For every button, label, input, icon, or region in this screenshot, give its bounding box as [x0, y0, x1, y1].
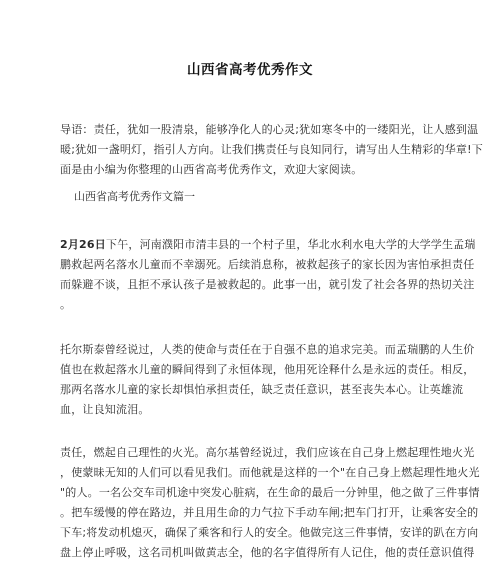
paragraph-line: 鹏救起两名落水儿童而不幸溺死。后续消息称，被救起孩子的家长因为害怕承担责任 [60, 258, 475, 271]
paragraph-line: 托尔斯泰曾经说过，人类的使命与责任在于自强不息的追求完美。而孟瑞鹏的人生价 [60, 343, 475, 356]
page-title: 山西省高考优秀作文 [187, 62, 313, 78]
paragraph-2 [60, 340, 475, 420]
paragraph-text: 下午，河南濮阳市清丰县的一个村子里，华北水利水电大学的大学学生孟瑞 [105, 238, 476, 251]
paragraph-line: 。 [60, 298, 72, 311]
paragraph-1 [60, 235, 476, 315]
paragraph-line: ，使蒙昧无知的人们可以看见我们。而他就是这样的一个"在自己身上燃起理性地火光 [60, 466, 480, 479]
paragraph-line: 值也在救起落水儿童的瞬间得到了永恒体现，他用死诠释什么是永远的责任。相反， [60, 363, 475, 376]
intro-line: 面是由小编为你整理的山西省高考优秀作文，欢迎大家阅读。 [60, 163, 363, 176]
paragraph-line: 。把车缓慢的停在路边，并且用生命的力气拉下手动车闸;把车门打开，让乘客安全的 [60, 506, 479, 519]
intro-paragraph [60, 120, 483, 180]
paragraph-line [60, 235, 476, 255]
paragraph-line: 责任，燃起自己理性的火光。高尔基曾经说过，我们应该在自己身上燃起理性地火光 [60, 446, 475, 459]
paragraph-line: 血，让良知流泪。 [60, 403, 150, 416]
paragraph-line: "的人。一名公交车司机途中突发心脏病，在生命的最后一分钟里，他之做了三件事情 [60, 486, 480, 499]
section-subheading: 山西省高考优秀作文篇一 [74, 190, 195, 203]
intro-line: 暖;犹如一盏明灯，指引人方向。让我们携责任与良知同行，请写出人生精彩的华章!下 [60, 143, 483, 156]
paragraph-line: 下车;将发动机熄灭，确保了乘客和行人的安全。他做完这三件事情，安详的趴在方向 [60, 526, 479, 539]
paragraph-line: 那两名落水儿童的家长却惧怕承担责任，缺乏责任意识，甚至丧失本心。让英雄流 [60, 383, 464, 396]
paragraph-3 [60, 443, 480, 563]
event-date: 2月26日 [60, 238, 106, 251]
paragraph-line: 而躲避不谈，且拒不承认孩子是被救起的。此事一出，就引发了社会各界的热切关注 [60, 278, 475, 291]
intro-line: 导语：责任，犹如一股清泉，能够净化人的心灵;犹如寒冬中的一缕阳光，让人感到温 [60, 123, 479, 136]
paragraph-line: 盘上停止呼吸，这名司机叫做黄志全，他的名字值得所有人记住，他的责任意识值得 [60, 546, 475, 559]
